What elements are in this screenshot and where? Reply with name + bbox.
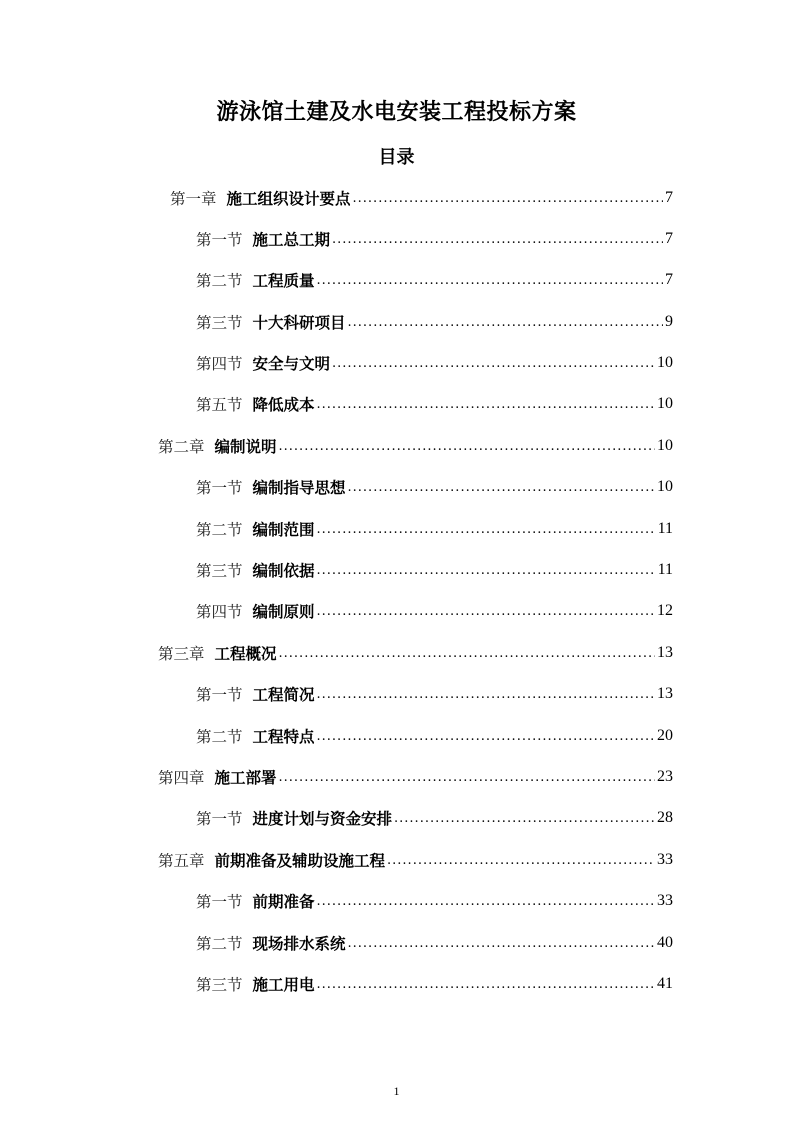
toc-entry-page: 33 [657,850,673,868]
toc-entry-number: 第二章 [158,437,205,456]
toc-entry-section[interactable] [196,508,673,549]
toc-dot-leader [332,232,663,247]
toc-entry-section[interactable] [196,383,673,424]
toc-entry-page: 20 [657,726,673,744]
toc-entry-page: 9 [665,312,673,330]
toc-entry-number: 第四节 [196,354,243,373]
toc-entry-section[interactable] [196,590,673,631]
toc-entry-title: 工程特点 [252,726,315,746]
toc-entry-number: 第三章 [158,644,205,663]
toc-entry-chapter[interactable] [158,756,673,797]
toc-entry-page: 12 [657,601,673,619]
toc-dot-leader [317,563,656,578]
toc-entry-section[interactable] [196,218,673,259]
toc-entry-section[interactable] [196,549,673,590]
document-title: 游泳馆土建及水电安装工程投标方案 [216,100,577,125]
toc-entry-number: 第三节 [196,975,243,994]
toc-entry-number: 第二节 [196,934,243,953]
toc-entry-page: 40 [657,933,673,951]
toc-entry-number: 第一节 [196,809,243,828]
toc-entry-title: 编制范围 [252,519,315,539]
toc-entry-number: 第五节 [196,395,243,414]
toc-entry-page: 7 [665,229,673,247]
toc-entry-title: 前期准备及辅助设施工程 [214,850,386,870]
toc-entry-section[interactable] [196,715,673,756]
toc-entry-page: 13 [657,643,673,661]
toc-dot-leader [317,397,655,412]
toc-entry-section[interactable] [196,880,673,921]
toc-entry-title: 编制指导思想 [252,477,346,497]
toc-entry-page: 33 [657,891,673,909]
toc-entry-chapter[interactable] [158,425,673,466]
toc-dot-leader [317,273,663,288]
toc-entry-title: 工程质量 [252,270,315,290]
toc-entry-title: 施工总工期 [252,229,331,249]
toc-dot-leader [279,646,655,661]
toc-dot-leader [317,977,655,992]
toc-entry-number: 第一章 [170,189,217,208]
toc-entry-number: 第五章 [158,851,205,870]
toc-entry-number: 第三节 [196,313,243,332]
toc-entry-page: 23 [657,767,673,785]
page-number: 1 [393,1084,400,1098]
toc-entry-page: 41 [657,974,673,992]
toc-dot-leader [317,604,655,619]
toc-entry-section[interactable] [196,466,673,507]
toc-entry-page: 7 [665,188,673,206]
toc-entry-number: 第一节 [196,478,243,497]
toc-entry-section[interactable] [196,673,673,714]
toc-dot-leader [348,315,663,330]
toc-dot-leader [394,811,655,826]
toc-entry-section[interactable] [196,797,673,838]
toc-entry-title: 现场排水系统 [252,933,346,953]
toc-entry-number: 第一节 [196,892,243,911]
toc-entry-title: 前期准备 [252,891,315,911]
toc-entry-section[interactable] [196,301,673,342]
toc-entry-title: 编制原则 [252,601,315,621]
toc-dot-leader [348,936,655,951]
toc-entry-number: 第一节 [196,230,243,249]
toc-entry-title: 施工部署 [214,767,277,787]
toc-entry-number: 第四节 [196,602,243,621]
toc-dot-leader [279,770,655,785]
toc-entry-section[interactable] [196,963,673,1004]
toc-entry-title: 施工组织设计要点 [226,188,351,208]
toc-entry-number: 第二节 [196,271,243,290]
toc-entry-page: 13 [657,684,673,702]
toc-entry-page: 7 [665,270,673,288]
toc-entry-title: 工程简况 [252,684,315,704]
toc-dot-leader [317,894,655,909]
toc-entry-page: 11 [657,519,673,537]
toc-entry-title: 十大科研项目 [252,312,346,332]
toc-entry-number: 第二节 [196,520,243,539]
toc-entry-page: 10 [657,436,673,454]
toc-dot-leader [317,522,656,537]
toc-dot-leader [332,356,655,371]
toc-entry-page: 10 [657,353,673,371]
toc-entry-title: 降低成本 [252,394,315,414]
toc-dot-leader [387,853,655,868]
toc-entry-number: 第二节 [196,727,243,746]
toc-entry-chapter[interactable] [158,632,673,673]
toc-entry-title: 编制依据 [252,560,315,580]
toc-entry-chapter[interactable] [170,177,673,218]
toc-entry-section[interactable] [196,342,673,383]
toc-entry-page: 11 [657,560,673,578]
toc-entry-page: 10 [657,477,673,495]
toc-entry-section[interactable] [196,259,673,300]
toc-entry-chapter[interactable] [158,839,673,880]
toc-entry-page: 10 [657,394,673,412]
toc-dot-leader [279,439,655,454]
toc-entry-title: 进度计划与资金安排 [252,808,393,828]
toc-dot-leader [353,191,663,206]
toc-entry-number: 第三节 [196,561,243,580]
toc-entry-title: 施工用电 [252,974,315,994]
toc-entry-section[interactable] [196,922,673,963]
toc-entry-title: 编制说明 [214,436,277,456]
toc-entry-title: 安全与文明 [252,353,331,373]
toc-entry-title: 工程概况 [214,643,277,663]
toc-heading: 目录 [378,147,415,168]
toc-dot-leader [317,687,655,702]
toc-entry-page: 28 [657,808,673,826]
toc-dot-leader [348,480,655,495]
toc-dot-leader [317,729,655,744]
toc-entry-number: 第四章 [158,768,205,787]
toc-entry-number: 第一节 [196,685,243,704]
